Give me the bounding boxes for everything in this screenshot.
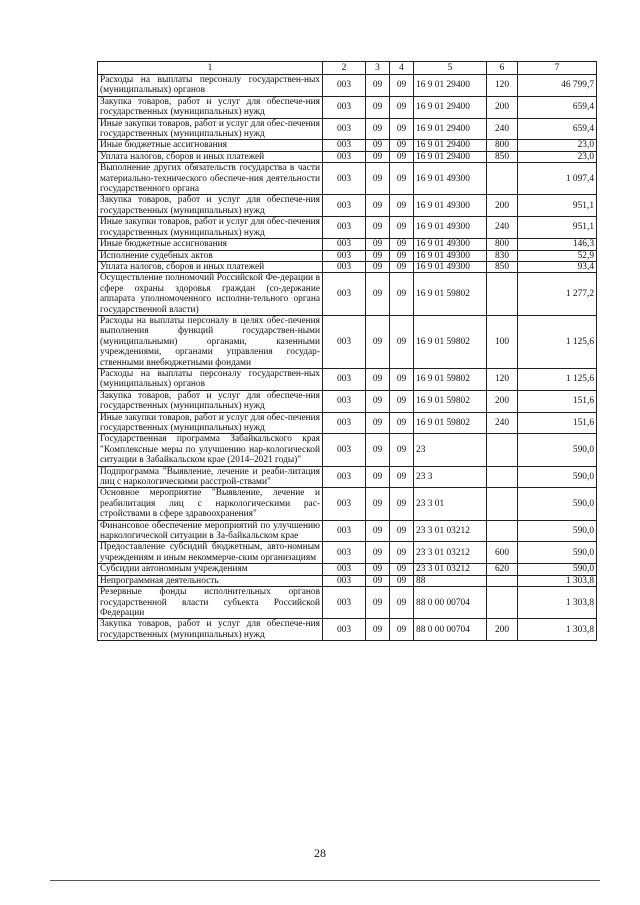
item-name-cell: Субсидии автономным учреждениям — [98, 564, 323, 575]
amount-cell: 151,6 — [518, 390, 597, 412]
column-header: 2 — [323, 62, 366, 75]
admin-code-cell: 003 — [323, 239, 366, 250]
item-name-cell: Иные бюджетные ассигнования — [98, 140, 323, 151]
amount-cell: 146,3 — [518, 239, 597, 250]
target-item-code-cell: 16 9 01 29400 — [414, 151, 487, 162]
table-row — [98, 488, 597, 520]
target-item-code-cell: 23 3 01 03212 — [414, 542, 487, 564]
section-code-cell: 09 — [366, 434, 390, 466]
subsection-code-cell: 09 — [390, 163, 414, 195]
subsection-code-cell: 09 — [390, 619, 414, 641]
admin-code-cell: 003 — [323, 96, 366, 118]
amount-cell: 151,6 — [518, 412, 597, 434]
section-code-cell: 09 — [366, 587, 390, 619]
section-code-cell: 09 — [366, 96, 390, 118]
expense-type-code-cell: 800 — [487, 140, 518, 151]
admin-code-cell: 003 — [323, 163, 366, 195]
footer-divider — [50, 880, 600, 881]
table-row — [98, 520, 597, 542]
page-number: 28 — [314, 846, 326, 860]
subsection-code-cell: 09 — [390, 118, 414, 140]
subsection-code-cell: 09 — [390, 75, 414, 97]
admin-code-cell: 003 — [323, 575, 366, 586]
expense-type-code-cell — [487, 273, 518, 316]
table-row — [98, 542, 597, 564]
expense-type-code-cell — [487, 434, 518, 466]
target-item-code-cell: 23 3 01 03212 — [414, 520, 487, 542]
section-code-cell: 09 — [366, 542, 390, 564]
subsection-code-cell: 09 — [390, 390, 414, 412]
admin-code-cell: 003 — [323, 151, 366, 162]
expense-type-code-cell — [487, 520, 518, 542]
table-row — [98, 195, 597, 217]
expense-type-code-cell: 240 — [487, 217, 518, 239]
target-item-code-cell: 16 9 01 29400 — [414, 75, 487, 97]
column-header: 6 — [487, 62, 518, 75]
section-code-cell: 09 — [366, 520, 390, 542]
expense-type-code-cell: 800 — [487, 239, 518, 250]
section-code-cell: 09 — [366, 564, 390, 575]
item-name-cell: Уплата налогов, сборов и иных платежей — [98, 261, 323, 272]
table-row — [98, 619, 597, 641]
section-code-cell: 09 — [366, 239, 390, 250]
target-item-code-cell: 23 — [414, 434, 487, 466]
target-item-code-cell: 16 9 01 59802 — [414, 368, 487, 390]
target-item-code-cell: 88 0 00 00704 — [414, 587, 487, 619]
target-item-code-cell: 16 9 01 59802 — [414, 315, 487, 368]
amount-cell: 1 125,6 — [518, 368, 597, 390]
expense-type-code-cell — [487, 575, 518, 586]
table-row — [98, 118, 597, 140]
section-code-cell: 09 — [366, 151, 390, 162]
column-header: 4 — [390, 62, 414, 75]
subsection-code-cell: 09 — [390, 261, 414, 272]
subsection-code-cell: 09 — [390, 368, 414, 390]
admin-code-cell: 003 — [323, 619, 366, 641]
amount-cell: 590,0 — [518, 564, 597, 575]
section-code-cell: 09 — [366, 412, 390, 434]
table-row — [98, 250, 597, 261]
table-row — [98, 239, 597, 250]
section-code-cell: 09 — [366, 466, 390, 488]
section-code-cell: 09 — [366, 273, 390, 316]
table-row — [98, 217, 597, 239]
item-name-cell: Осуществление полномочий Российской Фе-дерации в сфере охраны здоровья граждан (со-держание аппарата уполномоченного исполни-тельного органа государственной власти) — [98, 273, 323, 316]
admin-code-cell: 003 — [323, 261, 366, 272]
admin-code-cell: 003 — [323, 412, 366, 434]
table-row — [98, 412, 597, 434]
admin-code-cell: 003 — [323, 195, 366, 217]
subsection-code-cell: 09 — [390, 542, 414, 564]
subsection-code-cell: 09 — [390, 564, 414, 575]
item-name-cell: Основное мероприятие "Выявление, лечение и реабилитация лиц с наркологическими рас-стройствами в сфере здравоохранения" — [98, 488, 323, 520]
target-item-code-cell: 88 0 00 00704 — [414, 619, 487, 641]
expense-type-code-cell — [487, 466, 518, 488]
table-row — [98, 587, 597, 619]
subsection-code-cell: 09 — [390, 217, 414, 239]
subsection-code-cell: 09 — [390, 140, 414, 151]
column-header: 1 — [98, 62, 323, 75]
expense-type-code-cell: 120 — [487, 75, 518, 97]
table-body — [98, 75, 597, 641]
item-name-cell: Закупка товаров, работ и услуг для обеспече-ния государственных (муниципальных) нужд — [98, 96, 323, 118]
column-header: 3 — [366, 62, 390, 75]
expense-type-code-cell — [487, 488, 518, 520]
item-name-cell: Расходы на выплаты персоналу государствен-ных (муниципальных) органов — [98, 75, 323, 97]
section-code-cell: 09 — [366, 140, 390, 151]
admin-code-cell: 003 — [323, 488, 366, 520]
expense-type-code-cell: 850 — [487, 151, 518, 162]
item-name-cell: Государственная программа Забайкальского края "Комплексные меры по улучшению нар-кологической ситуации в Забайкальском крае (2014–2021 годы)" — [98, 434, 323, 466]
subsection-code-cell: 09 — [390, 315, 414, 368]
target-item-code-cell: 16 9 01 59802 — [414, 412, 487, 434]
table-row — [98, 163, 597, 195]
target-item-code-cell: 16 9 01 49300 — [414, 250, 487, 261]
item-name-cell: Иные закупки товаров, работ и услуг для обес-печения государственных (муниципальных) нужд — [98, 412, 323, 434]
amount-cell: 93,4 — [518, 261, 597, 272]
admin-code-cell: 003 — [323, 587, 366, 619]
expense-type-code-cell: 240 — [487, 118, 518, 140]
admin-code-cell: 003 — [323, 434, 366, 466]
item-name-cell: Резервные фонды исполнительных органов государственной власти субъекта Российской Федерации — [98, 587, 323, 619]
item-name-cell: Предоставление субсидий бюджетным, авто-номным учреждениям и иным некоммерче-ским организациям — [98, 542, 323, 564]
expense-type-code-cell: 200 — [487, 195, 518, 217]
header-row — [98, 62, 597, 75]
expense-type-code-cell: 100 — [487, 315, 518, 368]
amount-cell: 1 303,8 — [518, 575, 597, 586]
target-item-code-cell: 16 9 01 49300 — [414, 239, 487, 250]
item-name-cell: Расходы на выплаты персоналу государствен-ных (муниципальных) органов — [98, 368, 323, 390]
expense-type-code-cell: 240 — [487, 412, 518, 434]
amount-cell: 46 799,7 — [518, 75, 597, 97]
target-item-code-cell: 16 9 01 29400 — [414, 140, 487, 151]
expense-type-code-cell: 850 — [487, 261, 518, 272]
item-name-cell: Подпрограмма "Выявление, лечение и реаби-литация лиц с наркологическими расстрой-ствами" — [98, 466, 323, 488]
admin-code-cell: 003 — [323, 466, 366, 488]
amount-cell: 590,0 — [518, 466, 597, 488]
table-row — [98, 75, 597, 97]
amount-cell: 1 125,6 — [518, 315, 597, 368]
admin-code-cell: 003 — [323, 542, 366, 564]
table-row — [98, 564, 597, 575]
section-code-cell: 09 — [366, 195, 390, 217]
target-item-code-cell: 88 — [414, 575, 487, 586]
table-row — [98, 315, 597, 368]
admin-code-cell: 003 — [323, 217, 366, 239]
amount-cell: 23,0 — [518, 140, 597, 151]
amount-cell: 951,1 — [518, 195, 597, 217]
amount-cell: 659,4 — [518, 118, 597, 140]
subsection-code-cell: 09 — [390, 587, 414, 619]
expense-type-code-cell: 200 — [487, 390, 518, 412]
item-name-cell: Финансовое обеспечение мероприятий по улучшению наркологической ситуации в За-байкальском крае — [98, 520, 323, 542]
target-item-code-cell: 16 9 01 49300 — [414, 217, 487, 239]
item-name-cell: Уплата налогов, сборов и иных платежей — [98, 151, 323, 162]
budget-table — [97, 61, 597, 641]
section-code-cell: 09 — [366, 575, 390, 586]
section-code-cell: 09 — [366, 261, 390, 272]
item-name-cell: Закупка товаров, работ и услуг для обеспече-ния государственных (муниципальных) нужд — [98, 390, 323, 412]
table-row — [98, 96, 597, 118]
subsection-code-cell: 09 — [390, 151, 414, 162]
section-code-cell: 09 — [366, 390, 390, 412]
subsection-code-cell: 09 — [390, 273, 414, 316]
table-row — [98, 273, 597, 316]
amount-cell: 1 097,4 — [518, 163, 597, 195]
amount-cell: 590,0 — [518, 542, 597, 564]
target-item-code-cell: 16 9 01 49300 — [414, 195, 487, 217]
target-item-code-cell: 16 9 01 29400 — [414, 96, 487, 118]
section-code-cell: 09 — [366, 75, 390, 97]
target-item-code-cell: 16 9 01 49300 — [414, 261, 487, 272]
expense-type-code-cell: 600 — [487, 542, 518, 564]
item-name-cell: Исполнение судебных актов — [98, 250, 323, 261]
column-header: 7 — [518, 62, 597, 75]
amount-cell: 1 303,8 — [518, 619, 597, 641]
item-name-cell: Непрограммная деятельность — [98, 575, 323, 586]
admin-code-cell: 003 — [323, 75, 366, 97]
amount-cell: 52,9 — [518, 250, 597, 261]
subsection-code-cell: 09 — [390, 434, 414, 466]
table-row — [98, 368, 597, 390]
table-row — [98, 261, 597, 272]
item-name-cell: Иные закупки товаров, работ и услуг для обес-печения государственных (муниципальных) нужд — [98, 118, 323, 140]
amount-cell: 659,4 — [518, 96, 597, 118]
target-item-code-cell: 23 3 — [414, 466, 487, 488]
admin-code-cell: 003 — [323, 315, 366, 368]
subsection-code-cell: 09 — [390, 488, 414, 520]
expense-type-code-cell — [487, 587, 518, 619]
amount-cell: 1 277,2 — [518, 273, 597, 316]
item-name-cell: Выполнение других обязательств государства в части материально-технического обеспече-ния деятельности государственного органа — [98, 163, 323, 195]
amount-cell: 590,0 — [518, 488, 597, 520]
item-name-cell: Иные бюджетные ассигнования — [98, 239, 323, 250]
item-name-cell: Иные закупки товаров, работ и услуг для обес-печения государственных (муниципальных) нужд — [98, 217, 323, 239]
amount-cell: 23,0 — [518, 151, 597, 162]
target-item-code-cell: 23 3 01 — [414, 488, 487, 520]
target-item-code-cell: 16 9 01 59802 — [414, 273, 487, 316]
expense-type-code-cell: 200 — [487, 619, 518, 641]
table-row — [98, 575, 597, 586]
target-item-code-cell: 23 3 01 03212 — [414, 564, 487, 575]
table-row — [98, 466, 597, 488]
table-row — [98, 151, 597, 162]
section-code-cell: 09 — [366, 118, 390, 140]
section-code-cell: 09 — [366, 217, 390, 239]
amount-cell: 590,0 — [518, 520, 597, 542]
expense-type-code-cell — [487, 163, 518, 195]
subsection-code-cell: 09 — [390, 195, 414, 217]
subsection-code-cell: 09 — [390, 466, 414, 488]
subsection-code-cell: 09 — [390, 575, 414, 586]
admin-code-cell: 003 — [323, 390, 366, 412]
item-name-cell: Закупка товаров, работ и услуг для обеспече-ния государственных (муниципальных) нужд — [98, 195, 323, 217]
expense-type-code-cell: 620 — [487, 564, 518, 575]
item-name-cell: Расходы на выплаты персоналу в целях обес-печения выполнения функций государствен-ными (муниципальными) органами, казенными учреждениями, органами управления государ-ственными внебюджетными фондами — [98, 315, 323, 368]
section-code-cell: 09 — [366, 315, 390, 368]
expense-type-code-cell: 830 — [487, 250, 518, 261]
column-header: 5 — [414, 62, 487, 75]
section-code-cell: 09 — [366, 163, 390, 195]
subsection-code-cell: 09 — [390, 520, 414, 542]
table-row — [98, 390, 597, 412]
admin-code-cell: 003 — [323, 368, 366, 390]
section-code-cell: 09 — [366, 488, 390, 520]
admin-code-cell: 003 — [323, 140, 366, 151]
subsection-code-cell: 09 — [390, 250, 414, 261]
admin-code-cell: 003 — [323, 520, 366, 542]
table-row — [98, 434, 597, 466]
admin-code-cell: 003 — [323, 273, 366, 316]
section-code-cell: 09 — [366, 368, 390, 390]
item-name-cell: Закупка товаров, работ и услуг для обеспече-ния государственных (муниципальных) нужд — [98, 619, 323, 641]
expense-type-code-cell: 120 — [487, 368, 518, 390]
amount-cell: 1 303,8 — [518, 587, 597, 619]
table-row — [98, 140, 597, 151]
admin-code-cell: 003 — [323, 118, 366, 140]
subsection-code-cell: 09 — [390, 412, 414, 434]
admin-code-cell: 003 — [323, 250, 366, 261]
section-code-cell: 09 — [366, 250, 390, 261]
target-item-code-cell: 16 9 01 59802 — [414, 390, 487, 412]
subsection-code-cell: 09 — [390, 239, 414, 250]
target-item-code-cell: 16 9 01 29400 — [414, 118, 487, 140]
admin-code-cell: 003 — [323, 564, 366, 575]
subsection-code-cell: 09 — [390, 96, 414, 118]
target-item-code-cell: 16 9 01 49300 — [414, 163, 487, 195]
amount-cell: 951,1 — [518, 217, 597, 239]
section-code-cell: 09 — [366, 619, 390, 641]
amount-cell: 590,0 — [518, 434, 597, 466]
expense-type-code-cell: 200 — [487, 96, 518, 118]
